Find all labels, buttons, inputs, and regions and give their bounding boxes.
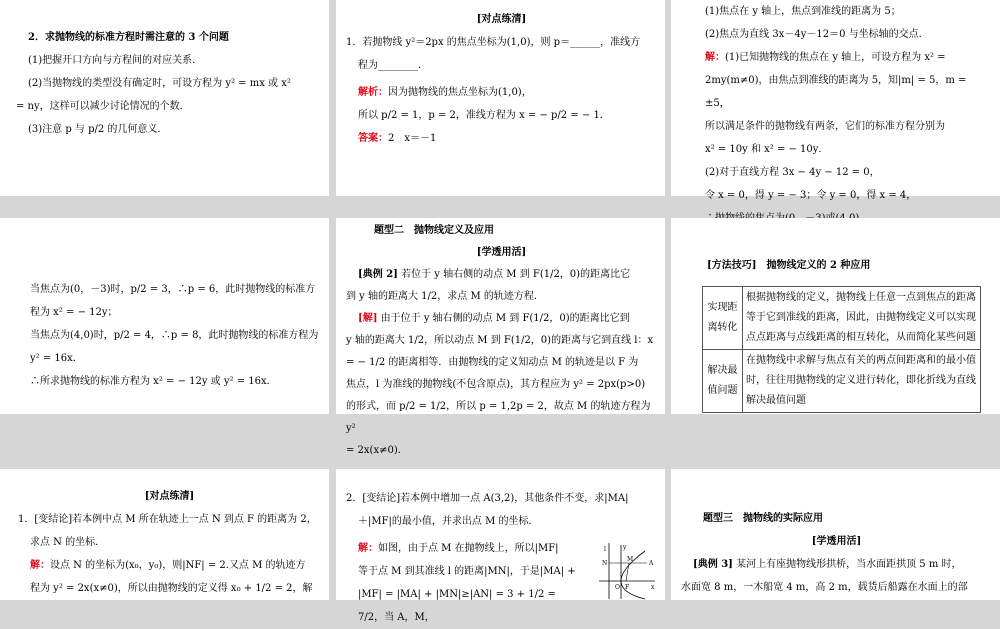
section-subtitle: [学透用活] <box>476 247 527 258</box>
solution-line-1 <box>18 554 321 577</box>
slide-1-content <box>16 26 321 141</box>
question-1a: 1．若抛物线 y²＝2px 的焦点坐标为(1,0)，则 p＝______，准线方 <box>346 37 641 48</box>
slide-5-content <box>346 220 657 462</box>
solution-line-4: 焦点，l 为准线的抛物线(不包含原点)，其方程应为 y² = 2px(p>0) <box>346 379 646 390</box>
question-1b: 求点 N 的坐标． <box>30 537 106 548</box>
solution-line-1 <box>346 308 657 330</box>
question-2b: ＋|MF|的最小值，并求出点 M 的坐标． <box>358 516 539 527</box>
example-label: [典例 2] <box>358 269 398 280</box>
slide-1 <box>0 0 329 196</box>
question-1b: 程为________． <box>358 60 428 71</box>
segment-mf <box>626 563 629 581</box>
solution-line-6: 令 x = 0，得 y = − 3；令 y = 0，得 x = 4， <box>705 190 917 201</box>
graph-label: A <box>649 560 654 567</box>
solution-line-1 <box>346 537 585 560</box>
slide-7-content <box>18 485 321 600</box>
graph-label: F <box>625 584 630 591</box>
example-text-1: 某河上有座抛物线形拱桥，当水面距拱顶 5 m 时， <box>736 559 962 570</box>
line-5: ∴所求抛物线的标准方程为 x² = − 12y 或 y² = 16x． <box>30 376 277 387</box>
item-2a: (2)当抛物线的类型没有确定时，可设方程为 y² = mx 或 x² <box>28 78 291 89</box>
example-line-2: 水面宽 8 m，一木船宽 4 m，高 2 m，载货后船露在水面上的部 <box>681 582 968 593</box>
slide-2 <box>336 0 665 196</box>
slide-9-content <box>681 507 992 599</box>
solution-text-1: 由于位于 y 轴右侧的动点 M 到 F(1/2，0)的距离比它到 <box>380 313 630 324</box>
solution-line-2: 2my(m≠0)，由焦点到准线的距离为 5，知|m| = 5，m = ±5， <box>705 75 967 109</box>
question-2a: 2．[变结论]若本例中增加一点 A(3,2)，其他条件不变，求|MA| <box>346 493 629 504</box>
example-label: [典例 3] <box>693 559 733 570</box>
solution-line-3: = − 1/2 的距离相等．由抛物线的定义知动点 M 的轨迹是以 F 为 <box>346 357 639 368</box>
slide-3-content <box>705 0 992 230</box>
section-title: [对点练清] <box>144 491 195 502</box>
table-row-head: 解决最值问题 <box>703 350 743 413</box>
graph-label: y <box>623 544 627 551</box>
graph-label: M <box>627 556 634 563</box>
table-row-head: 实现距离转化 <box>703 287 743 350</box>
solution-text-1: (1)已知抛物线的焦点在 y 轴上，可设方程为 x² = <box>725 52 946 63</box>
slide-8-content <box>346 487 629 629</box>
analysis-line-2: 所以 p/2 = 1，p = 2，准线方程为 x = − p/2 = − 1． <box>358 110 610 121</box>
answer-text: 2 x＝－1 <box>388 133 437 144</box>
graph-label: l <box>604 546 606 553</box>
solution-label: [解] <box>358 313 378 324</box>
line-2: 程为 x² = − 12y； <box>30 307 118 318</box>
slide-6-header <box>707 254 992 277</box>
solution-label: 解： <box>358 543 378 554</box>
table-row-body: 在抛物线中求解与焦点有关的两点间距离和的最小值时，往往用抛物线的定义进行转化，即化折线为直线解决最值问题 <box>743 350 981 413</box>
solution-line-3: 所以满足条件的抛物线有两条，它们的标准方程分别为 <box>705 121 945 132</box>
solution-label: 解： <box>705 52 725 63</box>
section-title: 题型二 抛物线定义及应用 <box>374 225 494 236</box>
example-text-1: 若位于 y 轴右侧的动点 M 到 F(1/2，0)的距离比它 <box>401 269 631 280</box>
example-line-1 <box>681 553 992 576</box>
table-row-body: 根据抛物线的定义，抛物线上任意一点到焦点的距离等于它到准线的距离，因此，由抛物线定义可以实现点点距离与点线距离的相互转化，从而简化某些问题 <box>743 287 981 350</box>
solution-line-4: x² = 10y 和 x² = − 10y． <box>705 144 829 155</box>
slide-4 <box>0 218 329 414</box>
slide-6-table-wrap <box>671 286 981 413</box>
slide-3 <box>671 0 1000 201</box>
parabola-graph <box>595 541 657 601</box>
graph-label: O <box>615 584 620 591</box>
solution-line-2: 等于点 M 到其准线 l 的距离|MN|，于是|MA| + <box>358 566 576 577</box>
solution-label: 解： <box>30 560 50 571</box>
graph-label: x <box>651 584 655 591</box>
graph-label: N <box>602 560 608 567</box>
slide-8 <box>336 469 665 623</box>
slide-2-content <box>346 8 657 150</box>
answer-line <box>346 127 657 150</box>
slide-5 <box>336 218 665 456</box>
solution-line-1 <box>705 46 992 69</box>
section-subtitle: [学透用活] <box>811 536 862 547</box>
solution-line-2: y 轴的距离大 1/2，所以动点 M 到 F(1/2，0)的距离与它到直线 l：x <box>346 335 654 346</box>
condition-2: (2)焦点为直线 3x－4y－12＝0 与坐标轴的交点． <box>705 29 929 40</box>
line-4: y² = 16x． <box>30 353 83 364</box>
slide-6 <box>671 218 1000 414</box>
example-line-2: 到 y 轴的距离大 1/2，求点 M 的轨迹方程． <box>346 291 544 302</box>
item-2b: = ny，这样可以减少讨论情况的个数． <box>16 101 190 112</box>
solution-line-6: = 2x(x≠0)． <box>346 445 408 456</box>
analysis-text-1: 因为抛物线的焦点坐标为(1,0)， <box>388 87 532 98</box>
line-3: 当焦点为(4,0)时，p/2 = 4，∴p = 8，此时抛物线的标准方程为 <box>30 330 319 341</box>
section-title: [方法技巧] 抛物线定义的 2 种应用 <box>707 260 871 271</box>
item-3: (3)注意 p 与 p/2 的几何意义． <box>28 124 168 135</box>
solution-line-3: |MF| = |MA| + |MN|≥|AN| = 3 + 1/2 = 7/2，当 A，M， <box>358 589 556 623</box>
slide-4-content <box>30 278 321 393</box>
condition-1: (1)焦点在 y 轴上，焦点到准线的距离为 5； <box>705 6 901 17</box>
solution-line-5: (2)对于直线方程 3x − 4y − 12 = 0， <box>705 167 880 178</box>
solution-text-1: 如图，由于点 M 在抛物线上，所以|MF| <box>378 543 559 554</box>
line-1: 当焦点为(0，－3)时，p/2 = 3，∴p = 6，此时抛物线的标准方 <box>30 284 316 295</box>
example-line-1 <box>346 264 657 286</box>
table-row <box>703 287 981 350</box>
solution-text-1: 设点 N 的坐标为(x₀，y₀)，则|NF| = 2.又点 M 的轨迹方 <box>50 560 306 571</box>
analysis-label: 解析： <box>358 87 388 98</box>
slide-9 <box>671 469 1000 600</box>
section-title: 题型三 抛物线的实际应用 <box>703 513 823 524</box>
methods-table <box>702 286 981 413</box>
question-1a: 1．[变结论]若本例中点 M 所在轨迹上一点 N 到点 F 的距离为 2， <box>18 514 317 525</box>
analysis-line-1 <box>346 81 657 104</box>
slide-7 <box>0 469 329 600</box>
solution-line-2: 程为 y² = 2x(x≠0)，所以由抛物线的定义得 x₀ + 1/2 = 2，解 <box>30 583 313 594</box>
solution-line-5: 的形式，而 p/2 = 1/2，所以 p = 1,2p = 2，故点 M 的轨迹方程为 y² <box>346 401 651 434</box>
item-1: (1)把握开口方向与方程间的对应关系． <box>28 55 203 66</box>
table-row <box>703 350 981 413</box>
section-title: [对点练清] <box>476 14 527 25</box>
answer-label: 答案： <box>358 133 388 144</box>
heading: 2．求抛物线的标准方程时需注意的 3 个问题 <box>28 32 229 43</box>
